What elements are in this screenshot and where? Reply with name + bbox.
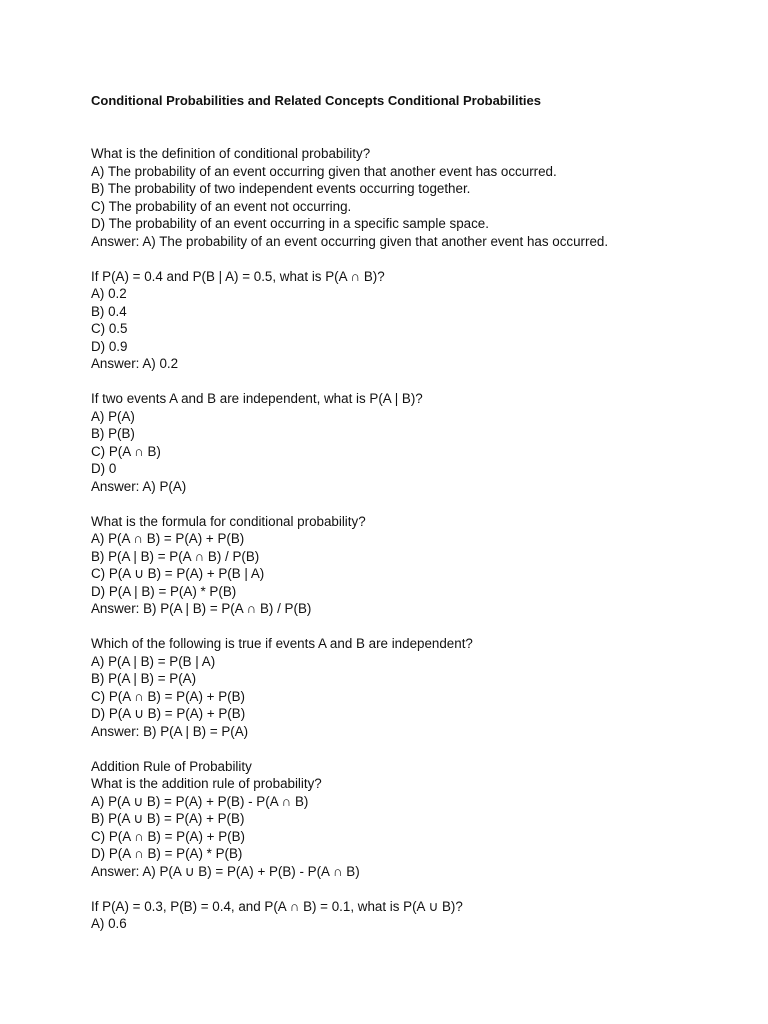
text-line: What is the addition rule of probability? [91, 776, 322, 791]
text-line: B) P(B) [91, 426, 135, 441]
text-line: C) 0.5 [91, 321, 128, 336]
text-line: C) P(A ∩ B) = P(A) + P(B) [91, 688, 245, 704]
text-line: A) P(A ∩ B) = P(A) + P(B) [91, 531, 245, 546]
text-line: C) The probability of an event not occurring. [91, 198, 352, 214]
text-line: A) P(A ∪ B) = P(A) + P(B) - P(A ∩ B) [91, 793, 309, 809]
question-block [91, 390, 741, 495]
text-line: A) P(A) [91, 408, 135, 424]
text-line: Answer: A) P(A ∪ B) = P(A) + P(B) - P(A ∩ B) [91, 863, 360, 879]
text-line: Addition Rule of Probability [91, 758, 252, 774]
text-line: D) 0.9 [91, 338, 128, 354]
text-line: Which of the following is true if events A and B are independent? [91, 636, 473, 651]
text-line: D) 0 [91, 461, 117, 476]
question-list [91, 145, 741, 950]
text-line: D) P(A ∪ B) = P(A) + P(B) [91, 706, 246, 721]
text-line: C) P(A ∩ B) = P(A) + P(B) [91, 828, 245, 844]
text-line: Answer: A) P(A) [91, 478, 187, 494]
question-block [91, 145, 741, 250]
question-block [91, 758, 741, 881]
text-line: A) The probability of an event occurring given that another event has occurred. [91, 163, 557, 179]
text-line: A) 0.2 [91, 286, 127, 301]
text-line: B) P(A | B) = P(A) [91, 671, 197, 686]
text-line: If P(A) = 0.3, P(B) = 0.4, and P(A ∩ B) = 0.1, what is P(A ∪ B)? [91, 898, 463, 914]
text-line: Answer: B) P(A | B) = P(A) [91, 723, 249, 739]
text-line: Answer: A) The probability of an event occurring given that another event has occurred. [91, 233, 609, 249]
question-block [91, 513, 741, 618]
text-line: If P(A) = 0.4 and P(B | A) = 0.5, what is P(A ∩ B)? [91, 268, 385, 284]
text-line: D) The probability of an event occurring in a specific sample space. [91, 216, 489, 231]
text-line: D) P(A | B) = P(A) * P(B) [91, 583, 237, 599]
text-line: D) P(A ∩ B) = P(A) * P(B) [91, 846, 243, 861]
document-title: Conditional Probabilities and Related Concepts Conditional Probabilities [91, 93, 541, 108]
text-line: B) 0.4 [91, 303, 127, 319]
text-line: B) The probability of two independent events occurring together. [91, 181, 471, 196]
question-block [91, 268, 741, 373]
text-line: What is the definition of conditional probability? [91, 146, 371, 161]
question-block [91, 635, 741, 740]
question-block [91, 898, 741, 933]
text-line: Answer: B) P(A | B) = P(A ∩ B) / P(B) [91, 601, 312, 616]
text-line: C) P(A ∩ B) [91, 443, 161, 459]
text-line: B) P(A ∪ B) = P(A) + P(B) [91, 811, 245, 826]
text-line: Answer: A) 0.2 [91, 356, 179, 371]
text-line: If two events A and B are independent, what is P(A | B)? [91, 391, 423, 406]
text-line: A) P(A | B) = P(B | A) [91, 653, 216, 669]
text-line: B) P(A | B) = P(A ∩ B) / P(B) [91, 548, 260, 564]
text-line: What is the formula for conditional probability? [91, 513, 366, 529]
text-line: C) P(A ∪ B) = P(A) + P(B | A) [91, 566, 265, 581]
text-line: A) 0.6 [91, 916, 127, 931]
